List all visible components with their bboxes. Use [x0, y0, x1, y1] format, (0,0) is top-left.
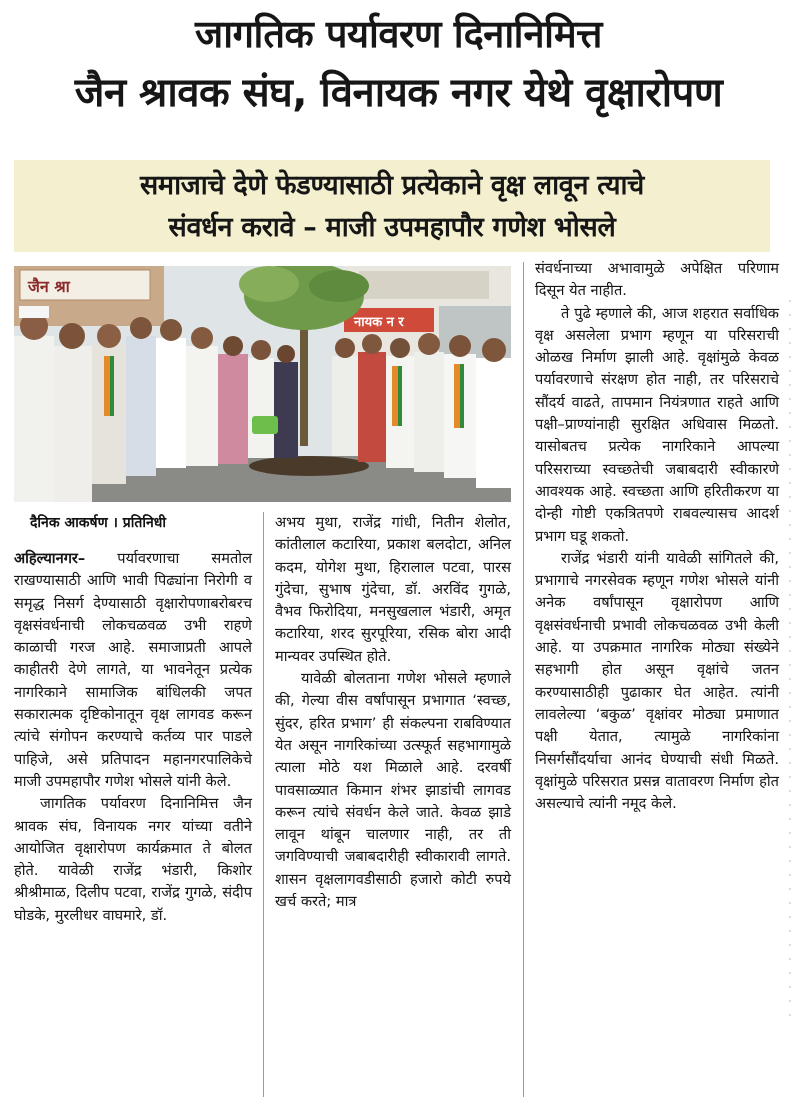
- photo-sign-left: जैन श्रा: [28, 277, 70, 296]
- column-divider: [523, 262, 524, 1097]
- headline-line-1: जागतिक पर्यावरण दिनानिमित्त: [195, 12, 602, 56]
- subheadline-line-1: समाजाचे देणे फेडण्यासाठी प्रत्येकाने वृक्ष लावून त्याचे: [139, 170, 645, 201]
- article-paragraph: राजेंद्र भंडारी यांनी यावेळी सांगितले की, प्रभागाचे नगरसेवक म्हणून गणेश भोसले यांनी अनेक वर्षांपासून वृक्षारोपण आणि वृक्षसंवर्धनाची प्रभावी लोकचळवळ उभी केली आहे. या उपक्रमात नागरिक मोठ्या संख्येने सहभागी होत असून वृक्षांचे जतन करण्यासाठीही पुढाकार घेत आहेत. त्यांनी लावलेल्या ‘बकुळ’ वृक्षांवर मोठ्या प्रमाणात पक्षी येतात, त्यामुळे नागरिकांना निसर्गसौंदर्याचा आनंद घेण्याची संधी मिळते. वृक्षांमुळे परिसरात प्रसन्न वातावरण निर्माण होत असल्याचे त्यांनी नमूद केले.: [535, 549, 779, 813]
- photo-sign-right: नायक न र: [354, 315, 404, 330]
- column-divider: [263, 512, 264, 1097]
- article-column-1: [14, 548, 252, 927]
- article-paragraph: ते पुढे म्हणाले की, आज शहरात सर्वाधिक वृक्ष असलेला प्रभाग म्हणून या परिसराची ओळख निर्माण झाली आहे. वृक्षांमुळे केवळ पर्यावरणाचे संरक्षण होत नाही, तर परिसराचे सौंदर्य वाढते, तापमान नियंत्रणात राहते आणि पक्षी–प्राण्यांनाही सुरक्षित अधिवास मिळतो. यासोबतच प्रत्येक नागरिकाने आपल्या परिसराच्या स्वच्छतेची जबाबदारी स्वीकारणे आवश्यक आहे. स्वच्छता आणि हरितीकरण या दोन्ही गोष्टी एकत्रितपणे राबवल्यासच आदर्श प्रभाग घडू शकतो.: [535, 304, 779, 545]
- dateline: अहिल्यानगर–: [14, 550, 86, 567]
- article-paragraph: यावेळी बोलताना गणेश भोसले म्हणाले की, गेल्या वीस वर्षांपासून प्रभागात ‘स्वच्छ, सुंदर, हरित प्रभाग’ ही संकल्पना राबविण्यात येत असून नागरिकांच्या उत्स्फूर्त सहभागामुळे त्याला मोठे यश मिळाले आहे. दरवर्षी पावसाळ्यात किमान शंभर झाडांची लागवड करून त्यांचे संवर्धन केले जाते. केवळ झाडे लावून थांबून चालणार नाही, तर ती जगविण्याची जबाबदारीही स्वीकारावी लागते. शासन वृक्षलागवडीसाठी हजारो कोटी रुपये खर्च करते; मात्र: [275, 670, 511, 911]
- article-paragraph: जागतिक पर्यावरण दिनानिमित्त जैन श्रावक संघ, विनायक नगर यांच्या वतीने आयोजित वृक्षारोपण कार्यक्रमात ते बोलत होते. यावेळी राजेंद्र भंडारी, किशोर श्रीश्रीमाळ, दिलीप पटवा, राजेंद्र गुगळे, संदीप घोडके, मुरलीधर वाघमारे, डॉ.: [14, 795, 252, 924]
- event-photo: [14, 266, 511, 502]
- paragraph-text: पर्यावरणाचा समतोल राखण्यासाठी आणि भावी पिढ्यांना निरोगी व समृद्ध निसर्ग देण्यासाठी वृक्षारोपणाबरोबरच वृक्षसंवर्धनाची लोकचळवळ उभी राहणे काळाची गरज आहे. समाजाप्रती आपले काहीतरी देणे लागते, या भावनेतून प्रत्येक नागरिकाने सामाजिक बांधिलकी जपत सकारात्मक दृष्टिकोनातून वृक्ष लागवड करून त्यांचे संगोपन करण्याचे कर्तव्य पार पाडले पाहिजे, असे प्रतिपादन महानगरपालिकेचे माजी उपमहापौर गणेश भोसले यांनी केले.: [14, 550, 252, 790]
- tree-plantation-photo: [14, 266, 511, 502]
- headline-line-2: जैन श्रावक संघ, विनायक नगर येथे वृक्षारोपण: [74, 70, 723, 116]
- byline: दैनिक आकर्षण । प्रतिनिधी: [30, 515, 166, 531]
- article-paragraph: संवर्धनाच्या अभावामुळे अपेक्षित परिणाम दिसून येत नाहीत.: [535, 260, 779, 300]
- article-paragraph: [14, 548, 252, 793]
- clipping-edge: [789, 300, 792, 1020]
- subheadline-line-2: संवर्धन करावे – माजी उपमहापौर गणेश भोसले: [168, 212, 616, 243]
- article-column-3: [535, 258, 779, 815]
- subheadline-box: [14, 160, 770, 252]
- article-column-2: [275, 512, 511, 913]
- headline: [0, 6, 797, 124]
- article-paragraph: अभय मुथा, राजेंद्र गांधी, नितीन शेलोत, कांतीलाल कटारिया, प्रकाश बलदोटा, अनिल कदम, योगेश मुथा, हिरालाल पटवा, पारस गुंदेचा, सुभाष गुंदेचा, डॉ. अरविंद गुगळे, वैभव फिरोदिया, मनसुखलाल भंडारी, अमृत कटारिया, शरद सुरपूरिया, रसिक बोरा आदी मान्यवर उपस्थित होते.: [275, 514, 511, 665]
